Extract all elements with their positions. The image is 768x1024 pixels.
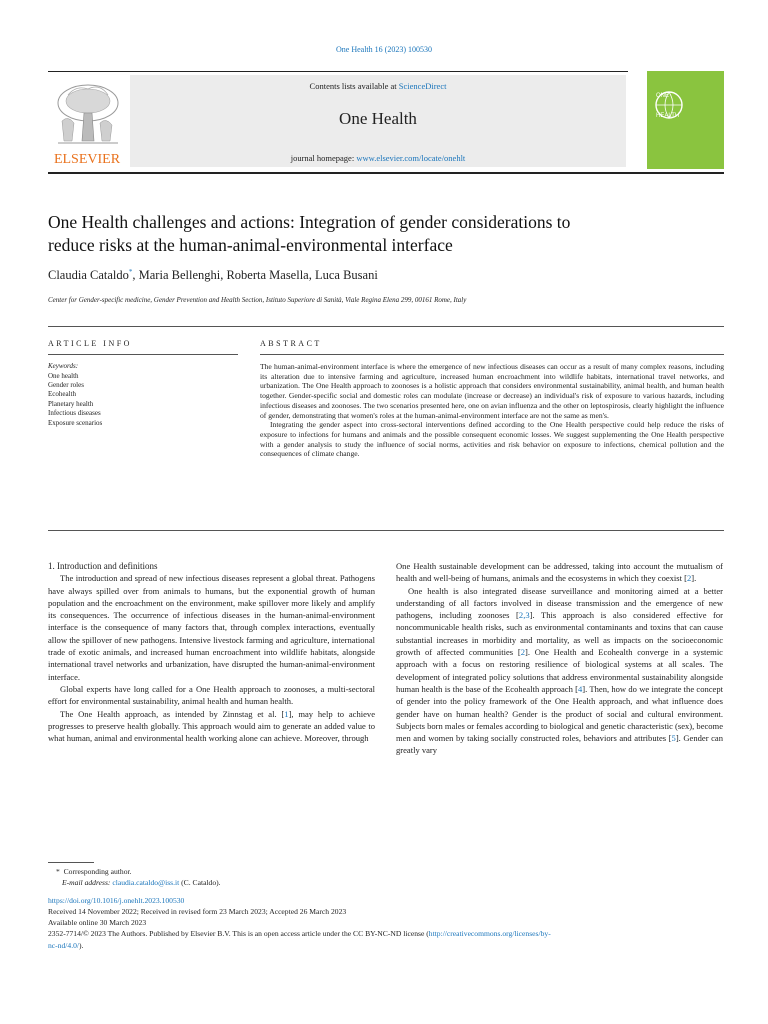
elsevier-tree-icon <box>48 77 126 167</box>
keyword-item: Infectious diseases <box>48 409 101 418</box>
article-title: One Health challenges and actions: Integration of gender considerations to reduce risks at the human-animal-environmental interface <box>48 212 571 255</box>
email-link[interactable]: claudia.cataldo@iss.it <box>112 878 180 888</box>
keyword-item: Gender roles <box>48 380 84 389</box>
keywords-label: Keywords: <box>48 362 79 370</box>
reference-link[interactable]: 5 <box>671 733 676 744</box>
received-dates: Received 14 November 2022; Received in revised form 23 March 2023; Accepted 26 March 2023 <box>48 906 347 916</box>
reference-link[interactable]: 2 <box>520 647 525 658</box>
email-note: E-mail address: claudia.cataldo@iss.it (C. Cataldo). <box>62 878 221 888</box>
svg-text:ELSEVIER: ELSEVIER <box>53 152 121 167</box>
abstract-paragraph: Integrating the gender aspect into cross-sectoral interventions defined according to the One Health perspective could help reduce the risks of exposure to infections for humans and animals and the possible consequent economic losses. We suggest supplementing the One Health perspective with a gender analysis to study the influence of social norms, activities and risk behavior on exposure to infections, chemical pollution and the consequences of climate change. <box>260 420 724 459</box>
keyword-item: One health <box>48 371 79 380</box>
body-paragraph: The One Health approach, as intended by Zinnstag et al. [1], may help to achieve progresses to preserve health globally. This approach would aim to generate an added value to what human, animal and environmental health working alone can achieve. Moreover, through <box>48 708 375 744</box>
keyword-item: Ecohealth <box>48 390 76 399</box>
article-info-panel <box>48 354 238 428</box>
author-rest: , Maria Bellenghi, Roberta Masella, Luca Busani <box>132 268 378 283</box>
journal-citation[interactable]: One Health 16 (2023) 100530 <box>336 45 432 54</box>
footnote-rule <box>48 862 94 863</box>
corresponding-author-mark[interactable]: * <box>128 268 133 276</box>
author-list <box>48 268 378 283</box>
article-info-heading: ARTICLE INFO <box>48 339 132 348</box>
footnotes <box>48 866 724 951</box>
homepage-link[interactable]: www.elsevier.com/locate/onehlt <box>356 153 466 163</box>
reference-link[interactable]: 4 <box>578 683 583 694</box>
journal-cover-thumbnail[interactable] <box>647 71 724 169</box>
elsevier-logo[interactable] <box>48 77 126 167</box>
journal-banner <box>130 75 626 167</box>
body-paragraph: Global experts have long called for a One Health approach to zoonoses, a multi-sectoral effort for environmental sustainability, animal health and human health. <box>48 683 375 707</box>
license-link[interactable]: http://creativecommons.org/licenses/by- <box>428 929 551 939</box>
keyword-item: Planetary health <box>48 399 94 408</box>
reference-link[interactable]: 2 <box>687 573 692 584</box>
keyword-item: Exposure scenarios <box>48 418 103 427</box>
license-note: 2352-7714/© 2023 The Authors. Published by Elsevier B.V. This is an open access article under the CC BY-NC-ND license (http://creativecommons.org/licenses/by- <box>48 929 551 939</box>
affiliation: Center for Gender-specific medicine, Gender Prevention and Health Section, Istituto Superiore di Sanità, Viale Regina Elena 299, 00161 Rome, Italy <box>48 296 467 304</box>
body-paragraph: One Health sustainable development can be addressed, taking into account the mutualism of health and well-being of humans, animals and the ecosystems in which they coexist [2]. <box>396 561 723 584</box>
abstract-panel <box>260 354 724 459</box>
info-top-rule <box>48 326 724 327</box>
cover-globe-icon <box>647 71 724 169</box>
body-paragraph: The introduction and spread of new infectious diseases represent a global threat. Pathogens have always spilled over from animals to humans, but the exponential growth of human population and the encroachment on the environment, make spillover more likely and amplify its consequences. The occurrence of infectious diseases in the human-animal-environment interface is the consequence of many factors that, through complex interactions, eventually allow the spillover of new pathogens. Intensive livestock farming and agriculture, international trade of exotic animals, and increased human encroachment into wildlife habitats, alongside international travel networks and urbanization, have disrupted the human-animal-environment interface. <box>48 573 375 682</box>
abstract-heading: ABSTRACT <box>260 339 322 348</box>
journal-name: One Health <box>339 109 417 128</box>
corresponding-author-note: * Corresponding author. <box>56 867 132 876</box>
reference-link[interactable]: 1 <box>284 708 289 719</box>
abstract-paragraph: The human-animal-environment interface is where the emergence of new infectious diseases can occur as a result of many complex reasons, including its alteration due to intensive farming and agriculture, increased human encroachment into wildlife habitats, international travel networks, and urbanization. The One Health approach to zoonoses is a holistic approach that considers environmental sustainability, animal health, and human health together. Gender-specific social and domestic roles can modulate (increase or decrease) an individual's risk of exposure to various hazards, including infectious diseases and zoonoses. The two scenarios presented here, one on avian influenza and the other on leptospirosis, clearly highlight the influence of gender, demonstrating that women's roles at the human-animal-environment interface are not the same as men's. <box>260 362 724 420</box>
reference-link[interactable]: 2,3 <box>518 610 530 621</box>
author-first[interactable]: Claudia Cataldo <box>48 268 129 283</box>
body-left-column <box>48 560 375 744</box>
journal-homepage: journal homepage: www.elsevier.com/locate/onehlt <box>290 153 466 163</box>
svg-text:HEALTH: HEALTH <box>656 113 680 119</box>
svg-text:ONE: ONE <box>656 93 670 99</box>
abstract-bottom-rule <box>48 530 724 531</box>
sciencedirect-link[interactable]: ScienceDirect <box>398 81 447 91</box>
available-online: Available online 30 March 2023 <box>48 918 147 928</box>
contents-availability: Contents lists available at ScienceDirect <box>309 81 447 91</box>
header-bottom-rule <box>48 172 724 174</box>
doi-link[interactable]: https://doi.org/10.1016/j.onehlt.2023.100530 <box>48 895 185 905</box>
body-paragraph: One health is also integrated disease surveillance and monitoring aimed at a better understanding of all factors involved in disease transmission and the emergence of new pathogens, including zoonoses [2,3]. This approach is also considered effective for noncommunicable health risks, such as environmental contaminants and toxins that can cause substantial increases in morbidity and mortality, as well as impacts on the socioeconomic growth of affected communities [2]. One Health and Ecohealth converge in a systemic approach with a focus on restoring resilience of biological systems at all scales. The development of integrated policy solutions that address environmental sustainability alongside human health is the base of the Ecohealth approach [4]. Then, how do we integrate the concept of gender into the policy framework of the One Health approach, and what influence does gender have on human health? Gender is the product of social and cultural environment. Subjects born males or females according to biological and genetic characteristic (sex), become men and women by taking socially constructed roles, behaviors and attributes [5]. Gender can greatly vary <box>396 585 723 756</box>
license-note-continued: nc-nd/4.0/). <box>48 940 84 950</box>
journal-header <box>48 71 724 169</box>
body-right-column <box>396 560 723 757</box>
license-link[interactable]: nc-nd/4.0/ <box>48 940 80 950</box>
section-title: 1. Introduction and definitions <box>48 561 158 571</box>
